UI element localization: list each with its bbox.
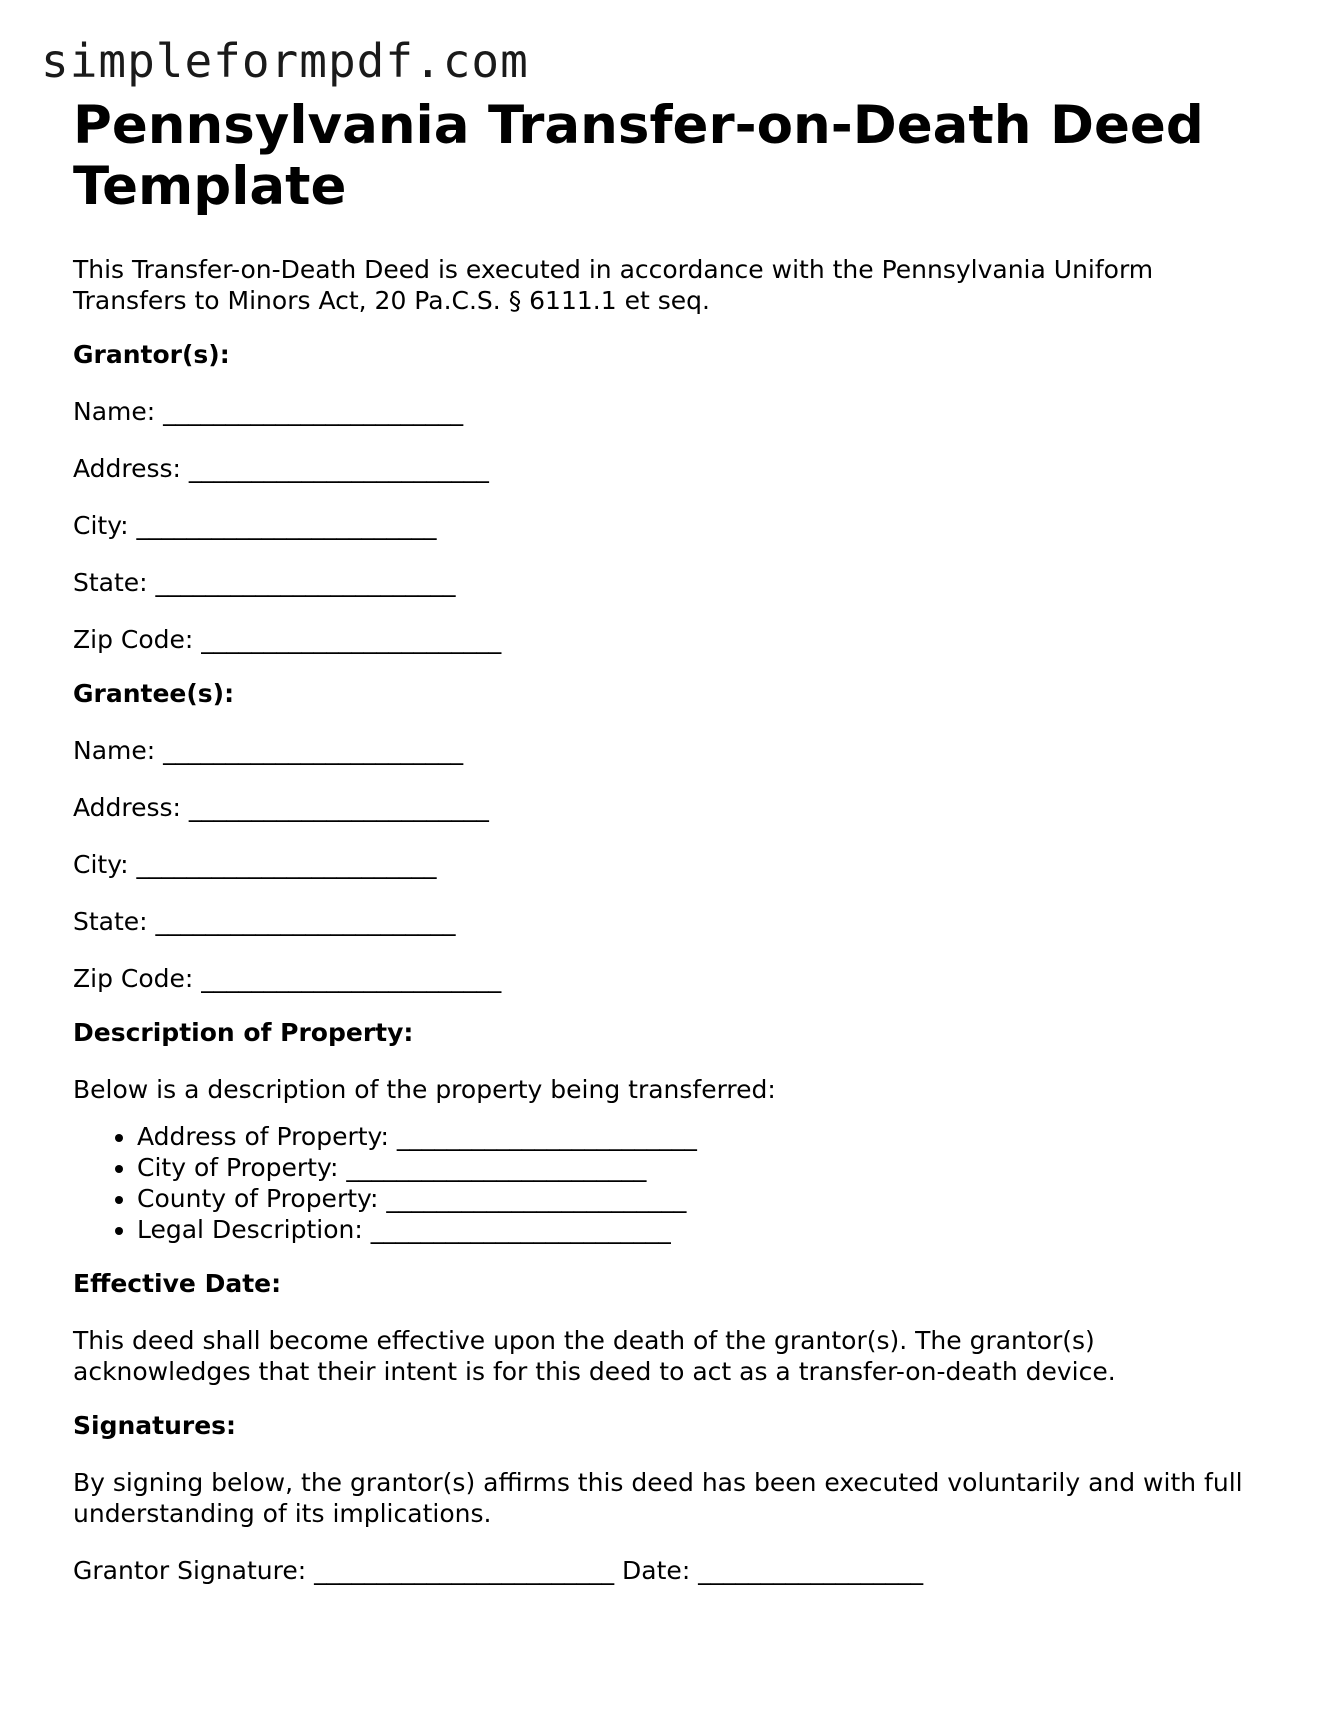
grantor-state-field[interactable]: State: ________________________: [73, 568, 456, 597]
property-city-field[interactable]: • City of Property: ________________________: [137, 1152, 1253, 1183]
grantee-state-field[interactable]: State: ________________________: [73, 907, 456, 936]
property-list: [73, 1121, 1253, 1245]
grantor-name-field[interactable]: Name: ________________________: [73, 397, 464, 426]
intro-paragraph: This Transfer-on-Death Deed is executed in accordance with the Pennsylvania Uniform Transfers to Minors Act, 20 Pa.C.S. § 6111.1 et seq.: [73, 255, 1154, 315]
page-title: Pennsylvania Transfer-on-Death Deed Template: [73, 95, 1204, 217]
property-address-field[interactable]: • Address of Property: ________________________: [137, 1121, 1253, 1152]
property-intro: Below is a description of the property being transferred:: [73, 1075, 776, 1104]
document-page: [73, 95, 1253, 1586]
grantor-city-field[interactable]: City: ________________________: [73, 511, 437, 540]
grantor-zip-field[interactable]: Zip Code: ________________________: [73, 625, 502, 654]
property-legal-description-field[interactable]: • Legal Description: ________________________: [137, 1214, 1253, 1245]
grantor-heading: Grantor(s):: [73, 340, 230, 369]
effective-date-heading: Effective Date:: [73, 1269, 282, 1298]
grantor-signature-date-line[interactable]: Grantor Signature: ________________________ Date: __________________: [73, 1556, 924, 1585]
grantee-city-field[interactable]: City: ________________________: [73, 850, 437, 879]
property-county-field[interactable]: • County of Property: ________________________: [137, 1183, 1253, 1214]
signatures-heading: Signatures:: [73, 1411, 237, 1440]
effective-date-text: This deed shall become effective upon the death of the grantor(s). The grantor(s) acknowledges that their intent is for this deed to act as a transfer-on-death device.: [73, 1326, 1116, 1386]
grantee-name-field[interactable]: Name: ________________________: [73, 736, 464, 765]
grantee-heading: Grantee(s):: [73, 679, 235, 708]
grantee-zip-field[interactable]: Zip Code: ________________________: [73, 964, 502, 993]
watermark: simpleformpdf.com: [41, 34, 529, 88]
signatures-text: By signing below, the grantor(s) affirms this deed has been executed voluntarily and with full understanding of its implications.: [73, 1468, 1243, 1528]
property-heading: Description of Property:: [73, 1018, 414, 1047]
grantor-address-field[interactable]: Address: ________________________: [73, 454, 489, 483]
grantee-address-field[interactable]: Address: ________________________: [73, 793, 489, 822]
